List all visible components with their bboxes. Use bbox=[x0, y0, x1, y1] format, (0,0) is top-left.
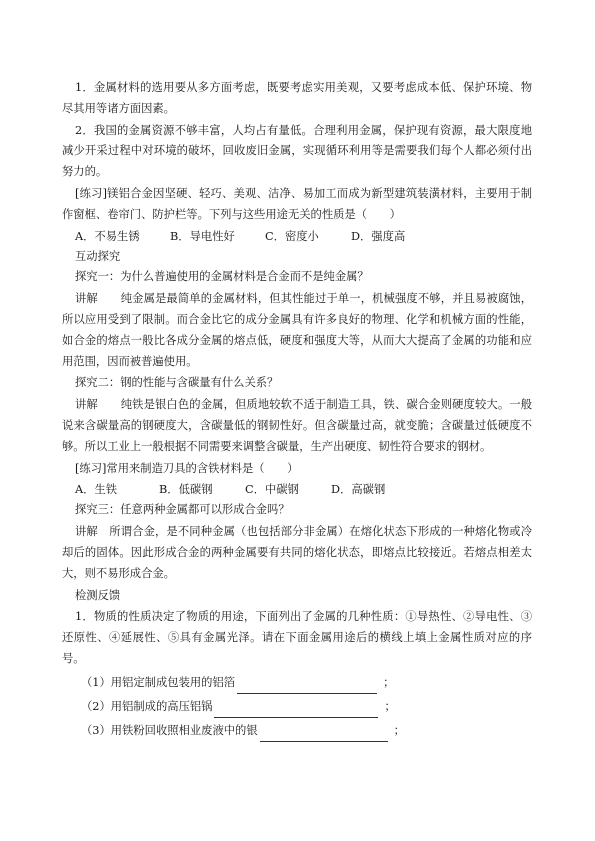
fill-blank-end: ； bbox=[393, 723, 405, 737]
fill-blank-2 bbox=[81, 696, 532, 718]
explore-answer-1: 讲解 纯金属是最简单的金属材料，但其性能过于单一，机械强度不够，并且易被腐蚀，所以应用受到了限制。而合金比它的成分金属具有许多良好的物理、化学和机械方面的性能，如合金的熔点一般比各成分金属的熔点低，硬度和强度大等，从而大大提高了金属的功能和应用范围，因而被普遍使用。 bbox=[62, 292, 532, 368]
section-heading-interactive: 互动探究 bbox=[75, 249, 121, 263]
explore-answer-2: 讲解 纯铁是银白色的金属，但质地较软不适于制造工具，铁、碳合金则硬度较大。一般说来含碳量高的钢硬度大，含碳量低的钢韧性好。但含碳量过高，就变脆；含碳量过低硬度不够。所以工业上一般根据不同需要来调整含碳量，生产出硬度、韧性符合要求的钢材。 bbox=[62, 398, 532, 453]
practice-2-choices bbox=[75, 479, 532, 500]
document-body bbox=[62, 78, 532, 742]
fill-blank-end: ； bbox=[384, 699, 396, 713]
section-heading-feedback: 检测反馈 bbox=[75, 588, 121, 602]
choice-a: A．不易生锈 bbox=[75, 229, 140, 243]
practice-2: [练习]常用来制造刀具的含铁材料是（ ） bbox=[75, 461, 299, 475]
choice-c: C．密度小 bbox=[265, 229, 319, 243]
fill-blank-1 bbox=[81, 672, 532, 694]
fill-blank-label: （2）用铝制成的高压铝锅 bbox=[81, 699, 213, 713]
choice-a: A．生铁 bbox=[75, 483, 118, 497]
practice-1-choices bbox=[75, 226, 532, 247]
feedback-question-1: 1．物质的性质决定了物质的用途，下面列出了金属的几种性质：①导热性、②导电性、③还原性、④延展性、⑤具有金属光泽。请在下面金属用途后的横线上填上金属性质对应的序号。 bbox=[62, 610, 532, 665]
answer-blank[interactable] bbox=[214, 702, 378, 718]
answer-blank[interactable] bbox=[237, 678, 377, 694]
fill-blank-label: （1）用铝定制成包装用的铝箔 bbox=[81, 675, 236, 689]
choice-d: D．高碳钢 bbox=[331, 483, 386, 497]
explore-question-3: 探究三：任意两种金属都可以形成合金吗？ bbox=[75, 503, 290, 517]
explore-answer-3: 讲解 所谓合金，是不同种金属（也包括部分非金属）在熔化状态下形成的一种熔化物或冷却后的固体。因此形成合金的两种金属要有共同的熔化状态，即熔点比较接近。若熔点相差太大，则不易形成合金。 bbox=[62, 525, 532, 580]
choice-b: B．低碳钢 bbox=[159, 483, 213, 497]
paragraph-1: 1．金属材料的选用要从多方面考虑，既要考虑实用美观，又要考虑成本低、保护环境、物尽其用等诸方面因素。 bbox=[62, 81, 532, 115]
choice-d: D．强度高 bbox=[351, 229, 406, 243]
choice-c: C．中碳钢 bbox=[245, 483, 299, 497]
choice-b: B．导电性好 bbox=[170, 229, 235, 243]
fill-blank-end: ； bbox=[383, 675, 395, 689]
answer-blank[interactable] bbox=[260, 726, 388, 742]
explore-question-1: 探究一：为什么普遍使用的金属材料是合金而不是纯金属？ bbox=[75, 270, 369, 284]
fill-blank-3 bbox=[81, 720, 532, 742]
paragraph-2: 2．我国的金属资源不够丰富，人均占有量低。合理利用金属，保护现有资源，最大限度地减少开采过程中对环境的破坏，回收废旧金属，实现循环利用等是需要我们每个人都必须付出努力的。 bbox=[62, 123, 532, 179]
explore-question-2: 探究二：钢的性能与含碳量有什么关系？ bbox=[75, 376, 279, 390]
practice-1: [练习]镁铝合金因坚硬、轻巧、美观、洁净、易加工而成为新型建筑装潢材料，主要用于制作窗框、卷帘门、防护栏等。下列与这些用途无关的性质是（ ） bbox=[62, 186, 532, 221]
fill-blank-label: （3）用铁粉回收照相业废液中的银 bbox=[81, 723, 258, 737]
